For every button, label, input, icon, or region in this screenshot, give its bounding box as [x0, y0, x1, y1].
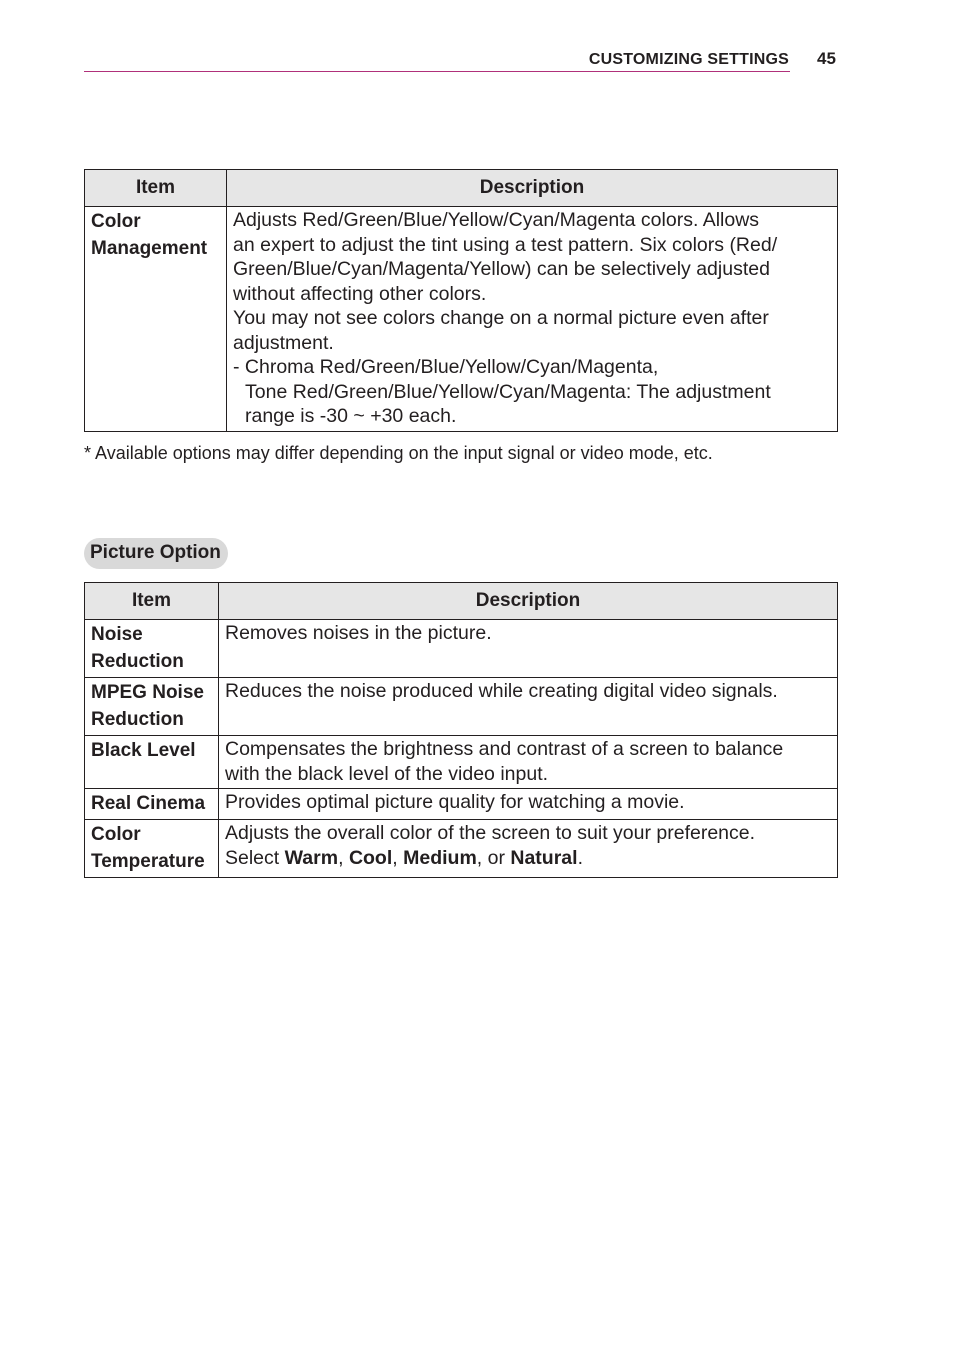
table-row	[85, 678, 838, 736]
column-header-item: Item	[85, 170, 227, 207]
item-name: Color Management	[91, 211, 208, 259]
description-cell: Compensates the brightness and contrast of a screen to balance with the black level of the video input.	[219, 736, 838, 789]
item-cell: Real Cinema	[85, 789, 219, 820]
picture-option-table	[84, 582, 838, 878]
table-header-row	[85, 583, 838, 620]
description-cell: Removes noises in the picture.	[219, 620, 838, 678]
description-cell: Reduces the noise produced while creating digital video signals.	[219, 678, 838, 736]
description-line: Adjusts the overall color of the screen to suit your preference.	[225, 822, 756, 844]
table-row	[85, 207, 838, 432]
option-medium: Medium	[403, 846, 477, 869]
table-row	[85, 736, 838, 789]
description-line: adjustment.	[233, 331, 334, 354]
description-cell: Provides optimal picture quality for watching a movie.	[219, 789, 838, 820]
option-warm: Warm	[284, 846, 339, 869]
table-row	[85, 820, 838, 878]
description-line: Select Warm, Cool, Medium, or Natural.	[225, 846, 583, 869]
table-row	[85, 789, 838, 820]
item-cell: Color Temperature	[85, 820, 219, 878]
option-natural: Natural	[510, 846, 578, 869]
column-header-item: Item	[85, 583, 219, 620]
description-line: without affecting other colors.	[233, 282, 487, 305]
header-divider	[84, 71, 790, 72]
item-cell: Black Level	[85, 736, 219, 789]
description-line: Green/Blue/Cyan/Magenta/Yellow) can be selectively adjusted	[233, 258, 770, 280]
table-row	[85, 620, 838, 678]
description-line: - Chroma Red/Green/Blue/Yellow/Cyan/Magenta,	[233, 356, 659, 378]
description-cell	[227, 207, 838, 432]
page-number: 45	[817, 49, 836, 68]
description-line: Adjusts Red/Green/Blue/Yellow/Cyan/Magenta colors. Allows	[233, 209, 760, 231]
description-line: range is -30 ~ +30 each.	[245, 405, 457, 427]
column-header-description: Description	[227, 170, 838, 207]
column-header-description: Description	[219, 583, 838, 620]
section-heading-picture-option: Picture Option	[84, 538, 228, 569]
table-header-row	[85, 170, 838, 207]
description-line: an expert to adjust the tint using a test pattern. Six colors (Red/	[233, 233, 778, 256]
description-line: Tone Red/Green/Blue/Yellow/Cyan/Magenta: The adjustment	[245, 380, 771, 403]
item-cell	[85, 207, 227, 432]
option-cool: Cool	[348, 846, 393, 869]
description-line: You may not see colors change on a normal picture even after	[233, 307, 769, 329]
section-header-title: CUSTOMIZING SETTINGS	[588, 51, 789, 68]
color-management-table	[84, 169, 838, 432]
item-cell: Noise Reduction	[85, 620, 219, 678]
footnote: * Available options may differ depending on the input signal or video mode, etc.	[84, 443, 713, 463]
item-cell: MPEG Noise Reduction	[85, 678, 219, 736]
description-cell	[219, 820, 838, 878]
